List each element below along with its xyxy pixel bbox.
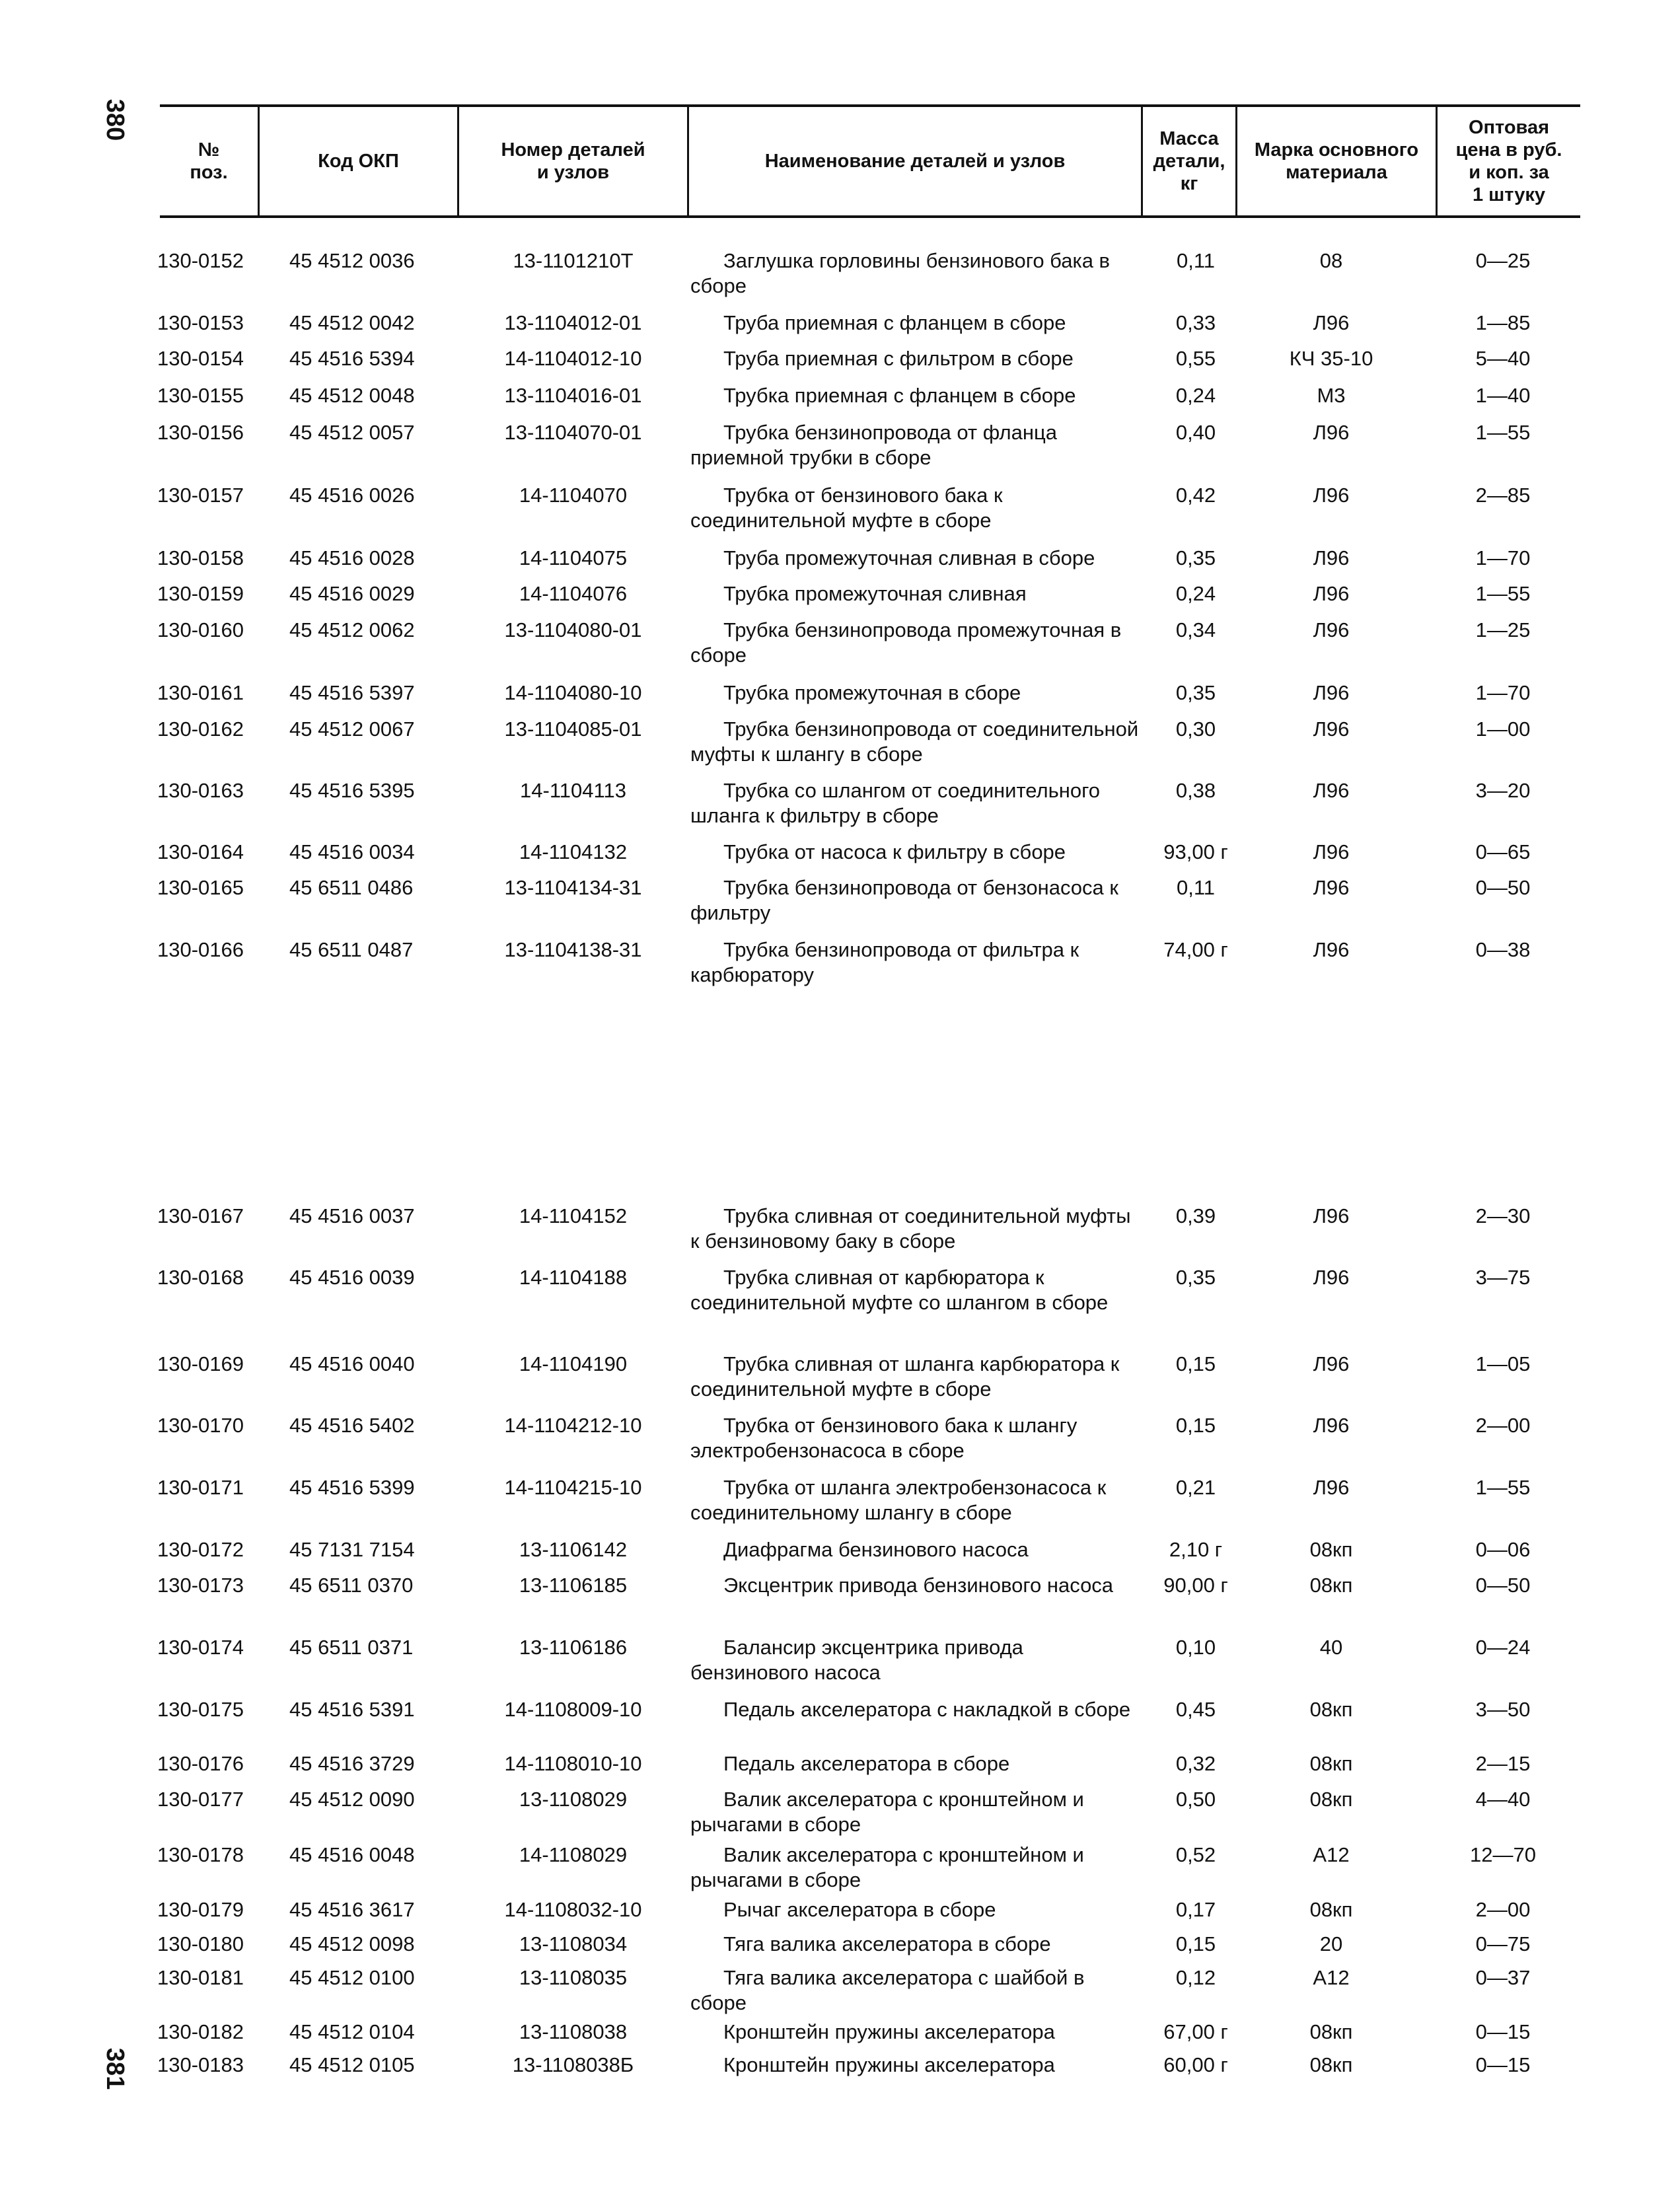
position-cell: 130-0159 [157, 582, 244, 605]
part-number-cell: 14-1104215-10 [504, 1476, 642, 1499]
okp-code-cell: 45 4512 0062 [289, 618, 415, 641]
okp-code-cell: 45 4512 0100 [289, 1966, 415, 1989]
part-name-cell: Трубка со шлангом от соединительного шланга к фильтру в сборе [690, 779, 1100, 827]
header-bottom-rule [160, 215, 1580, 218]
material-cell: 08кп [1309, 2020, 1353, 2043]
material-cell: Л96 [1313, 938, 1350, 961]
okp-code-cell: 45 4516 5394 [289, 347, 415, 370]
position-cell: 130-0154 [157, 347, 244, 370]
mass-cell: 0,34 [1175, 618, 1216, 641]
position-cell: 130-0176 [157, 1752, 244, 1775]
position-cell: 130-0171 [157, 1476, 244, 1499]
material-cell: Л96 [1313, 779, 1350, 802]
material-cell: Л96 [1313, 484, 1350, 507]
header-pos: № поз. [190, 139, 228, 183]
mass-cell: 67,00 г [1163, 2020, 1228, 2043]
price-cell: 1—70 [1475, 681, 1531, 704]
part-name-cell: Труба приемная с фланцем в сборе [723, 311, 1066, 334]
part-name-cell: Трубка сливная от карбюратора к соединительной муфте со шлангом в сборе [690, 1266, 1109, 1314]
okp-code-cell: 45 4516 5397 [289, 681, 415, 704]
mass-cell: 0,33 [1175, 311, 1216, 334]
mass-cell: 74,00 г [1163, 938, 1228, 961]
material-cell: 20 [1319, 1932, 1343, 1955]
price-cell: 1—00 [1475, 717, 1531, 741]
position-cell: 130-0165 [157, 876, 244, 899]
price-cell: 1—55 [1475, 582, 1531, 605]
part-name-cell: Трубка приемная с фланцем в сборе [723, 384, 1076, 407]
mass-cell: 0,15 [1175, 1414, 1216, 1437]
okp-code-cell: 45 6511 0486 [289, 876, 414, 899]
price-cell: 1—55 [1475, 1476, 1531, 1499]
position-cell: 130-0174 [157, 1636, 244, 1659]
header-mass: Масса детали, кг [1153, 128, 1225, 194]
position-cell: 130-0158 [157, 546, 244, 569]
part-number-cell: 13-1104085-01 [504, 717, 642, 741]
part-name-cell: Педаль акселератора в сборе [723, 1752, 1010, 1775]
okp-code-cell: 45 4512 0104 [289, 2020, 415, 2043]
okp-code-cell: 45 6511 0371 [289, 1636, 414, 1659]
position-cell: 130-0153 [157, 311, 244, 334]
part-number-cell: 13-1106186 [519, 1636, 628, 1659]
mass-cell: 93,00 г [1163, 840, 1228, 863]
header-name: Наименование деталей и узлов [764, 151, 1066, 172]
position-cell: 130-0166 [157, 938, 244, 961]
part-number-cell: 14-1104190 [519, 1352, 628, 1375]
part-number-cell: 14-1104070 [519, 484, 628, 507]
part-name-cell: Валик акселератора с кронштейном и рычагами в сборе [690, 1788, 1084, 1836]
okp-code-cell: 45 4512 0042 [289, 311, 415, 334]
price-cell: 2—00 [1475, 1414, 1531, 1437]
part-name-cell: Тяга валика акселератора с шайбой в сборе [690, 1966, 1085, 2014]
mass-cell: 0,40 [1175, 421, 1216, 444]
mass-cell: 0,50 [1175, 1788, 1216, 1811]
okp-code-cell: 45 4512 0098 [289, 1932, 415, 1955]
part-name-cell: Трубка сливная от шланга карбюратора к соединительной муфте в сборе [690, 1352, 1120, 1401]
position-cell: 130-0177 [157, 1788, 244, 1811]
part-number-cell: 13-1108034 [519, 1932, 628, 1955]
okp-code-cell: 45 6511 0487 [289, 938, 414, 961]
price-cell: 12—70 [1470, 1843, 1536, 1866]
part-name-cell: Диафрагма бензинового насоса [723, 1538, 1029, 1561]
part-number-cell: 14-1108010-10 [504, 1752, 642, 1775]
material-cell: 08кп [1309, 1698, 1353, 1721]
okp-code-cell: 45 6511 0370 [289, 1574, 414, 1597]
position-cell: 130-0179 [157, 1898, 244, 1921]
part-number-cell: 13-1104134-31 [504, 876, 642, 899]
position-cell: 130-0162 [157, 717, 244, 741]
mass-cell: 0,24 [1175, 582, 1216, 605]
part-name-cell: Трубка сливная от соединительной муфты к бензиновому баку в сборе [690, 1204, 1131, 1253]
part-name-cell: Заглушка горловины бензинового бака в сборе [690, 249, 1111, 297]
okp-code-cell: 45 4516 5391 [289, 1698, 415, 1721]
part-number-cell: 13-1108038Б [512, 2053, 634, 2076]
position-cell: 130-0161 [157, 681, 244, 704]
position-cell: 130-0157 [157, 484, 244, 507]
price-cell: 0—37 [1475, 1966, 1531, 1989]
part-name-cell: Кронштейн пружины акселератора [723, 2020, 1055, 2043]
part-name-cell: Труба промежуточная сливная в сборе [723, 546, 1095, 569]
part-name-cell: Трубка от насоса к фильтру в сборе [723, 840, 1066, 863]
position-cell: 130-0178 [157, 1843, 244, 1866]
material-cell: 08кп [1309, 1538, 1353, 1561]
material-cell: 40 [1319, 1636, 1343, 1659]
part-name-cell: Трубка бензинопровода от фланца приемной трубки в сборе [690, 421, 1057, 469]
okp-code-cell: 45 4516 0037 [289, 1204, 415, 1227]
okp-code-cell: 45 4516 0040 [289, 1352, 415, 1375]
okp-code-cell: 45 4512 0048 [289, 384, 415, 407]
page-number-top: 380 [101, 98, 129, 141]
mass-cell: 0,52 [1175, 1843, 1216, 1866]
header-material: Марка основного материала [1254, 139, 1419, 183]
price-cell: 0—15 [1475, 2020, 1531, 2043]
part-name-cell: Труба приемная с фильтром в сборе [723, 347, 1074, 370]
material-cell: 08кп [1309, 1574, 1353, 1597]
part-number-cell: 14-1104113 [520, 779, 626, 802]
material-cell: Л96 [1313, 1414, 1350, 1437]
part-number-cell: 13-1104012-01 [504, 311, 642, 334]
mass-cell: 90,00 г [1163, 1574, 1228, 1597]
position-cell: 130-0175 [157, 1698, 244, 1721]
price-cell: 2—85 [1475, 484, 1531, 507]
okp-code-cell: 45 4512 0090 [289, 1788, 415, 1811]
part-number-cell: 14-1104076 [519, 582, 628, 605]
price-cell: 4—40 [1475, 1788, 1531, 1811]
position-cell: 130-0170 [157, 1414, 244, 1437]
material-cell: Л96 [1313, 311, 1350, 334]
price-cell: 0—75 [1475, 1932, 1531, 1955]
part-name-cell: Трубка бензинопровода от соединительной муфты к шлангу в сборе [690, 717, 1139, 766]
part-number-cell: 13-1108029 [519, 1788, 628, 1811]
part-number-cell: 13-1108035 [519, 1966, 628, 1989]
okp-code-cell: 45 4512 0036 [289, 249, 415, 272]
part-number-cell: 14-1108032-10 [504, 1898, 642, 1921]
mass-cell: 0,15 [1175, 1932, 1216, 1955]
price-cell: 3—75 [1475, 1266, 1531, 1289]
price-cell: 2—30 [1475, 1204, 1531, 1227]
part-name-cell: Кронштейн пружины акселератора [723, 2053, 1055, 2076]
mass-cell: 0,55 [1175, 347, 1216, 370]
material-cell: КЧ 35-10 [1289, 347, 1373, 370]
position-cell: 130-0168 [157, 1266, 244, 1289]
part-number-cell: 13-1106142 [519, 1538, 628, 1561]
price-cell: 5—40 [1475, 347, 1531, 370]
part-number-cell: 14-1104075 [519, 546, 628, 569]
part-name-cell: Трубка бензинопровода от бензонасоса к фильтру [690, 876, 1118, 924]
position-cell: 130-0181 [157, 1966, 244, 1989]
mass-cell: 0,24 [1175, 384, 1216, 407]
part-number-cell: 14-1108029 [519, 1843, 628, 1866]
material-cell: Л96 [1313, 618, 1350, 641]
material-cell: 08кп [1309, 1752, 1353, 1775]
part-name-cell: Трубка от бензинового бака к соединительной муфте в сборе [690, 484, 1003, 532]
mass-cell: 0,35 [1175, 1266, 1216, 1289]
material-cell: Л96 [1313, 840, 1350, 863]
material-cell: 08кп [1309, 1898, 1353, 1921]
okp-code-cell: 45 4516 3617 [289, 1898, 415, 1921]
position-cell: 130-0156 [157, 421, 244, 444]
mass-cell: 0,30 [1175, 717, 1216, 741]
okp-code-cell: 45 4516 0028 [289, 546, 415, 569]
mass-cell: 0,35 [1175, 681, 1216, 704]
price-cell: 0—24 [1475, 1636, 1531, 1659]
mass-cell: 0,12 [1175, 1966, 1216, 1989]
position-cell: 130-0152 [157, 249, 244, 272]
price-cell: 1—05 [1475, 1352, 1531, 1375]
part-number-cell: 13-1104080-01 [504, 618, 642, 641]
mass-cell: 0,45 [1175, 1698, 1216, 1721]
header-part-number: Номер деталей и узлов [501, 139, 645, 183]
part-name-cell: Рычаг акселератора в сборе [723, 1898, 996, 1921]
price-cell: 1—85 [1475, 311, 1531, 334]
position-cell: 130-0180 [157, 1932, 244, 1955]
material-cell: Л96 [1313, 876, 1350, 899]
price-cell: 0—25 [1475, 249, 1531, 272]
material-cell: Л96 [1313, 717, 1350, 741]
position-cell: 130-0183 [157, 2053, 244, 2076]
mass-cell: 0,11 [1176, 876, 1216, 899]
okp-code-cell: 45 4516 3729 [289, 1752, 415, 1775]
material-cell: 08кп [1309, 1788, 1353, 1811]
price-cell: 2—00 [1475, 1898, 1531, 1921]
price-cell: 0—15 [1475, 2053, 1531, 2076]
material-cell: Л96 [1313, 1266, 1350, 1289]
part-number-cell: 14-1104188 [519, 1266, 628, 1289]
position-cell: 130-0167 [157, 1204, 244, 1227]
mass-cell: 0,39 [1175, 1204, 1216, 1227]
position-cell: 130-0172 [157, 1538, 244, 1561]
material-cell: Л96 [1313, 1204, 1350, 1227]
page-number-bottom: 381 [101, 2047, 129, 2090]
part-name-cell: Эксцентрик привода бензинового насоса [723, 1574, 1114, 1597]
position-cell: 130-0163 [157, 779, 244, 802]
price-cell: 0—06 [1475, 1538, 1531, 1561]
price-cell: 1—25 [1475, 618, 1531, 641]
position-cell: 130-0155 [157, 384, 244, 407]
part-name-cell: Педаль акселератора с накладкой в сборе [723, 1698, 1131, 1721]
okp-code-cell: 45 4516 0026 [289, 484, 415, 507]
okp-code-cell: 45 4512 0067 [289, 717, 415, 741]
mass-cell: 0,21 [1175, 1476, 1216, 1499]
part-number-cell: 13-1104138-31 [504, 938, 642, 961]
okp-code-cell: 45 4516 0039 [289, 1266, 415, 1289]
part-number-cell: 13-1108038 [519, 2020, 628, 2043]
price-cell: 0—65 [1475, 840, 1531, 863]
part-number-cell: 14-1104132 [519, 840, 628, 863]
header-price: Оптовая цена в руб. и коп. за 1 штуку [1455, 117, 1562, 205]
position-cell: 130-0182 [157, 2020, 244, 2043]
position-cell: 130-0169 [157, 1352, 244, 1375]
material-cell: Л96 [1313, 1476, 1350, 1499]
mass-cell: 0,38 [1175, 779, 1216, 802]
mass-cell: 0,17 [1175, 1898, 1216, 1921]
okp-code-cell: 45 4516 0034 [289, 840, 415, 863]
price-cell: 1—70 [1475, 546, 1531, 569]
material-cell: Л96 [1313, 421, 1350, 444]
price-cell: 1—40 [1475, 384, 1531, 407]
mass-cell: 2,10 г [1169, 1538, 1223, 1561]
material-cell: Л96 [1313, 582, 1350, 605]
part-name-cell: Трубка промежуточная в сборе [723, 681, 1021, 704]
price-cell: 0—50 [1475, 876, 1531, 899]
mass-cell: 0,10 [1175, 1636, 1216, 1659]
part-number-cell: 14-1104012-10 [504, 347, 642, 370]
part-number-cell: 13-1106185 [519, 1574, 628, 1597]
position-cell: 130-0160 [157, 618, 244, 641]
part-name-cell: Тяга валика акселератора в сборе [723, 1932, 1051, 1955]
part-number-cell: 14-1104212-10 [504, 1414, 642, 1437]
okp-code-cell: 45 4512 0057 [289, 421, 415, 444]
okp-code-cell: 45 4516 0029 [289, 582, 415, 605]
okp-code-cell: 45 4512 0105 [289, 2053, 415, 2076]
mass-cell: 0,42 [1175, 484, 1216, 507]
part-number-cell: 14-1104080-10 [504, 681, 642, 704]
part-number-cell: 13-1104016-01 [504, 384, 642, 407]
material-cell: 08 [1319, 249, 1343, 272]
price-cell: 2—15 [1475, 1752, 1531, 1775]
part-number-cell: 14-1108009-10 [504, 1698, 642, 1721]
price-cell: 3—50 [1475, 1698, 1531, 1721]
material-cell: Л96 [1313, 1352, 1350, 1375]
position-cell: 130-0173 [157, 1574, 244, 1597]
price-cell: 1—55 [1475, 421, 1531, 444]
price-cell: 3—20 [1475, 779, 1531, 802]
okp-code-cell: 45 4516 5395 [289, 779, 415, 802]
part-number-cell: 13-1104070-01 [504, 421, 642, 444]
okp-code-cell: 45 4516 0048 [289, 1843, 415, 1866]
mass-cell: 0,35 [1175, 546, 1216, 569]
mass-cell: 60,00 г [1163, 2053, 1228, 2076]
part-name-cell: Валик акселератора с кронштейном и рычагами в сборе [690, 1843, 1084, 1891]
header-okp: Код ОКП [318, 151, 399, 172]
okp-code-cell: 45 4516 5399 [289, 1476, 415, 1499]
part-name-cell: Трубка от шланга электробензонасоса к соединительному шлангу в сборе [690, 1476, 1107, 1524]
material-cell: А12 [1313, 1966, 1350, 1989]
part-number-cell: 14-1104152 [519, 1204, 628, 1227]
mass-cell: 0,32 [1175, 1752, 1216, 1775]
part-name-cell: Трубка от бензинового бака к шлангу электробензонасоса в сборе [690, 1414, 1077, 1462]
position-cell: 130-0164 [157, 840, 244, 863]
okp-code-cell: 45 7131 7154 [289, 1538, 415, 1561]
material-cell: М3 [1317, 384, 1346, 407]
part-name-cell: Трубка промежуточная сливная [723, 582, 1027, 605]
part-name-cell: Балансир эксцентрика привода бензинового насоса [690, 1636, 1023, 1684]
material-cell: 08кп [1309, 2053, 1353, 2076]
price-cell: 0—50 [1475, 1574, 1531, 1597]
material-cell: Л96 [1313, 681, 1350, 704]
price-cell: 0—38 [1475, 938, 1531, 961]
okp-code-cell: 45 4516 5402 [289, 1414, 415, 1437]
material-cell: А12 [1313, 1843, 1350, 1866]
part-name-cell: Трубка бензинопровода промежуточная в сборе [690, 618, 1122, 667]
part-number-cell: 13-1101210Т [513, 249, 634, 272]
part-name-cell: Трубка бензинопровода от фильтра к карбюратору [690, 938, 1079, 986]
material-cell: Л96 [1313, 546, 1350, 569]
mass-cell: 0,15 [1175, 1352, 1216, 1375]
mass-cell: 0,11 [1176, 249, 1216, 272]
